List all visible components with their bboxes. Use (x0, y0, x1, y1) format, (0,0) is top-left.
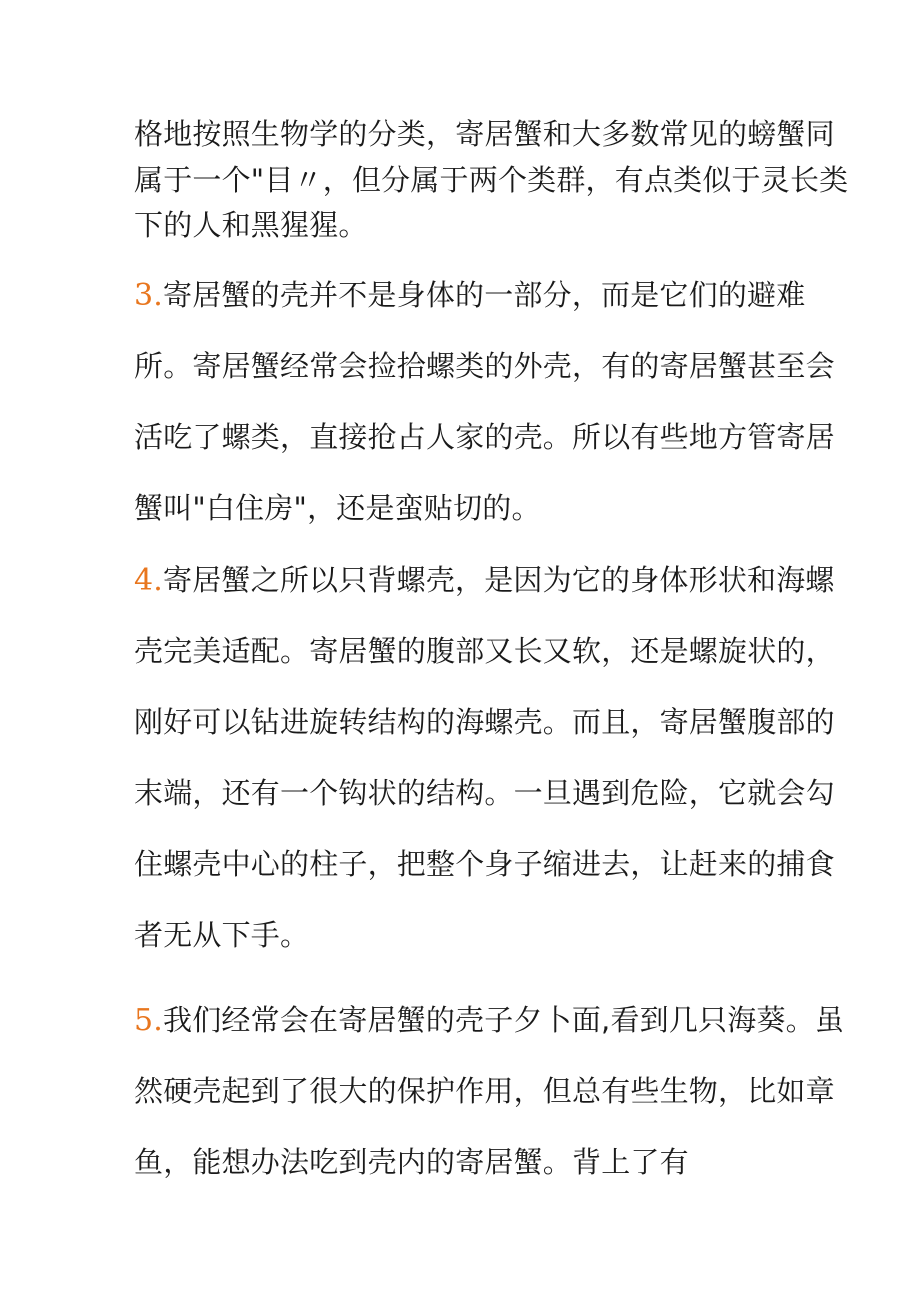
para-intro-line-1: 格地按照生物学的分类，寄居蟹和大多数常见的螃蟹同 (134, 117, 835, 151)
para-5-line-3: 鱼，能想办法吃到壳内的寄居蟹。背上了有 (134, 1145, 689, 1179)
para-4-line-1 (134, 562, 835, 599)
para-5-text-1: 我们经常会在寄居蟹的壳子夕卜面,看到几只海葵。虽 (163, 1003, 845, 1037)
para-3-text-1: 寄居蟹的壳并不是身体的一部分，而是它们的避难 (163, 278, 806, 312)
para-3-line-2: 所。寄居蟹经常会捡拾螺类的外壳，有的寄居蟹甚至会 (134, 349, 835, 383)
para-5-number: 5. (134, 1003, 164, 1038)
para-4-text-1: 寄居蟹之所以只背螺壳，是因为它的身体形状和海螺 (163, 563, 835, 597)
para-3-number: 3. (134, 278, 164, 313)
para-4-line-4: 末端，还有一个钩状的结构。一旦遇到危险，它就会勾 (134, 776, 835, 810)
para-5-line-2: 然硬壳起到了很大的保护作用，但总有些生物，比如章 (134, 1074, 835, 1108)
para-4-line-5: 住螺壳中心的柱子，把整个身子缩进去，让赶来的捕食 (134, 847, 835, 881)
para-4-number: 4. (134, 563, 164, 598)
para-3-line-4: 蟹叫"白住房"，还是蛮贴切的。 (134, 491, 541, 525)
para-intro-line-2: 属于一个"目〃，但分属于两个类群，有点类似于灵长类 (134, 163, 849, 197)
para-4-line-3: 刚好可以钻进旋转结构的海螺壳。而且，寄居蟹腹部的 (134, 705, 835, 739)
para-intro-line-3: 下的人和黑猩猩。 (134, 208, 368, 242)
para-4-line-2: 壳完美适配。寄居蟹的腹部又长又软，还是螺旋状的， (134, 634, 835, 668)
para-3-line-3: 活吃了螺类，直接抢占人家的壳。所以有些地方管寄居 (134, 420, 835, 454)
para-5-line-1 (134, 1002, 845, 1039)
para-4-line-6: 者无从下手。 (134, 918, 310, 952)
para-3-line-1 (134, 277, 806, 314)
